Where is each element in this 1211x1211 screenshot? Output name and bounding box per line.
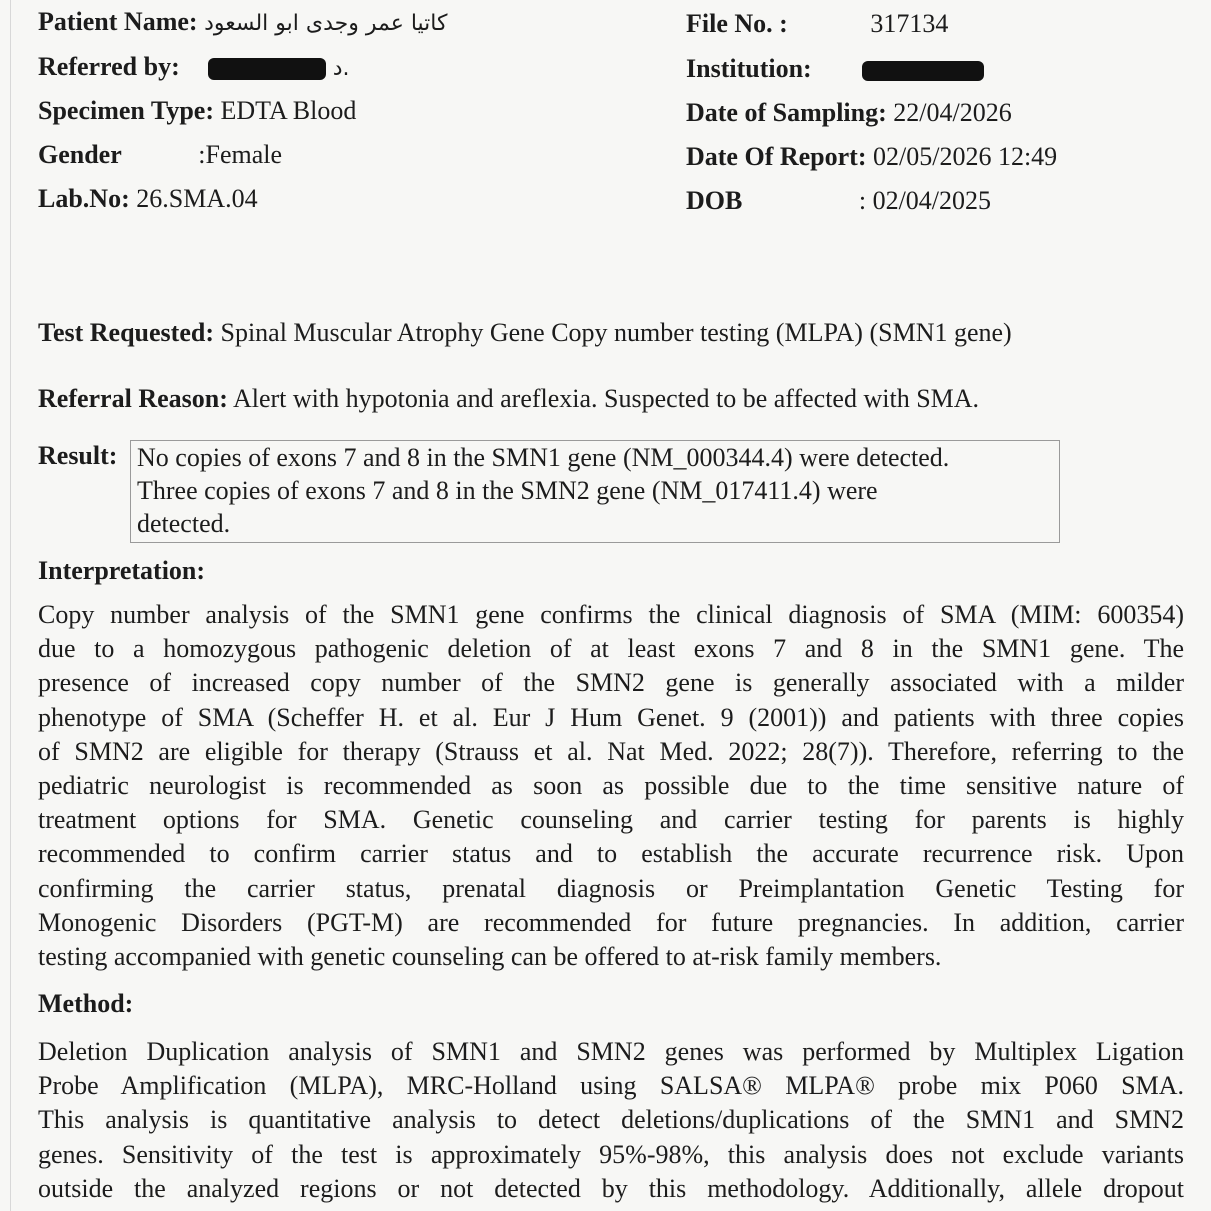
method-line: genes. Sensitivity of the test is approximately 95%-98%, this analysis does not exclude variants: [38, 1139, 1184, 1169]
result-line: No copies of exons 7 and 8 in the SMN1 gene (NM_000344.4) were detected.: [137, 443, 950, 472]
referral-reason-label: Referral Reason:: [38, 384, 228, 413]
referred-by-redaction: [208, 58, 326, 80]
file-no-value: 317134: [870, 9, 949, 38]
date-of-sampling-row: [686, 97, 1012, 129]
method-line: This analysis is quantitative analysis to detect deletions/duplications of the SMN1 and SMN2: [38, 1105, 1184, 1135]
gender-label: Gender: [38, 140, 122, 169]
referred-by-label: Referred by:: [38, 52, 180, 81]
method-line: Probe Amplification (MLPA), MRC-Holland using SALSA® MLPA® probe mix P060 SMA.: [38, 1071, 1184, 1101]
institution-row: [686, 53, 984, 85]
interpretation-line: testing accompanied with genetic counseling can be offered to at-risk family members.: [38, 942, 942, 972]
interpretation-line: presence of increased copy number of the SMN2 gene is generally associated with a milder: [38, 668, 1184, 698]
file-no-row: [686, 8, 948, 40]
result-text: [137, 441, 949, 540]
result-line: Three copies of exons 7 and 8 in the SMN2 gene (NM_017411.4) were: [137, 476, 878, 505]
date-of-sampling-value: 22/04/2026: [893, 98, 1012, 127]
referral-reason-row: [38, 383, 979, 415]
interpretation-paragraph: [38, 598, 1184, 974]
institution-redaction: [862, 61, 984, 81]
interpretation-line: pediatric neurologist is recommended as soon as possible due to the time sensitive nature of: [38, 771, 1184, 801]
gender-value: :Female: [198, 140, 283, 169]
interpretation-line: of SMN2 are eligible for therapy (Strauss et al. Nat Med. 2022; 28(7)). Therefore, referring to the: [38, 736, 1184, 766]
test-requested-row: [38, 317, 1012, 349]
dob-value: : 02/04/2025: [858, 186, 992, 215]
result-line: detected.: [137, 509, 231, 538]
lab-no-label: Lab.No:: [38, 184, 130, 213]
patient-name-label: Patient Name:: [38, 7, 198, 36]
method-heading: Method:: [38, 989, 134, 1018]
referred-by-row: [38, 51, 350, 85]
specimen-type-row: [38, 95, 356, 127]
test-requested-value: Spinal Muscular Atrophy Gene Copy number testing (MLPA) (SMN1 gene): [220, 318, 1012, 347]
interpretation-line: confirming the carrier status, prenatal diagnosis or Preimplantation Genetic Testing for: [38, 873, 1184, 903]
interpretation-line: Monogenic Disorders (PGT-M) are recommended for future pregnancies. In addition, carrier: [38, 907, 1184, 937]
method-paragraph: [38, 1035, 1184, 1206]
interpretation-line: phenotype of SMA (Scheffer H. et al. Eur J Hum Genet. 9 (2001)) and patients with three copies: [38, 702, 1184, 732]
interpretation-line: due to a homozygous pathogenic deletion of at least exons 7 and 8 in the SMN1 gene. The: [38, 634, 1184, 664]
method-line: outside the analyzed regions or not detected by this methodology. Additionally, allele dropout: [38, 1173, 1184, 1203]
method-line: Deletion Duplication analysis of SMN1 and SMN2 genes was performed by Multiplex Ligation: [38, 1037, 1184, 1066]
interpretation-heading: Interpretation:: [38, 556, 206, 585]
gender-row: [38, 139, 282, 171]
interpretation-line: Copy number analysis of the SMN1 gene confirms the clinical diagnosis of SMA (MIM: 600354): [38, 600, 1184, 629]
date-of-report-label: Date Of Report:: [686, 142, 867, 171]
dob-row: [686, 185, 991, 217]
specimen-type-value: EDTA Blood: [220, 96, 357, 125]
interpretation-line: treatment options for SMA. Genetic counseling and carrier testing for parents is highly: [38, 805, 1184, 835]
date-of-report-value: 02/05/2026 12:49: [873, 142, 1058, 171]
specimen-type-label: Specimen Type:: [38, 96, 214, 125]
patient-name-value: كاتيا عمر وجدى ابو السعود: [204, 11, 448, 36]
test-requested-label: Test Requested:: [38, 318, 214, 347]
dob-label: DOB: [686, 186, 743, 215]
lab-no-row: [38, 183, 258, 215]
referral-reason-value: Alert with hypotonia and areflexia. Suspected to be affected with SMA.: [232, 384, 980, 413]
date-of-sampling-label: Date of Sampling:: [686, 98, 887, 127]
interpretation-line: recommended to confirm carrier status and to establish the accurate recurrence risk. Upon: [38, 839, 1184, 869]
lab-no-value: 26.SMA.04: [136, 184, 258, 213]
file-no-label: File No. :: [686, 9, 788, 38]
institution-label: Institution:: [686, 54, 812, 83]
patient-name-row: [38, 6, 447, 40]
page-left-edge: [10, 0, 11, 1211]
date-of-report-row: [686, 141, 1057, 173]
result-label: Result:: [38, 441, 118, 470]
referred-by-value: .د: [332, 56, 350, 81]
